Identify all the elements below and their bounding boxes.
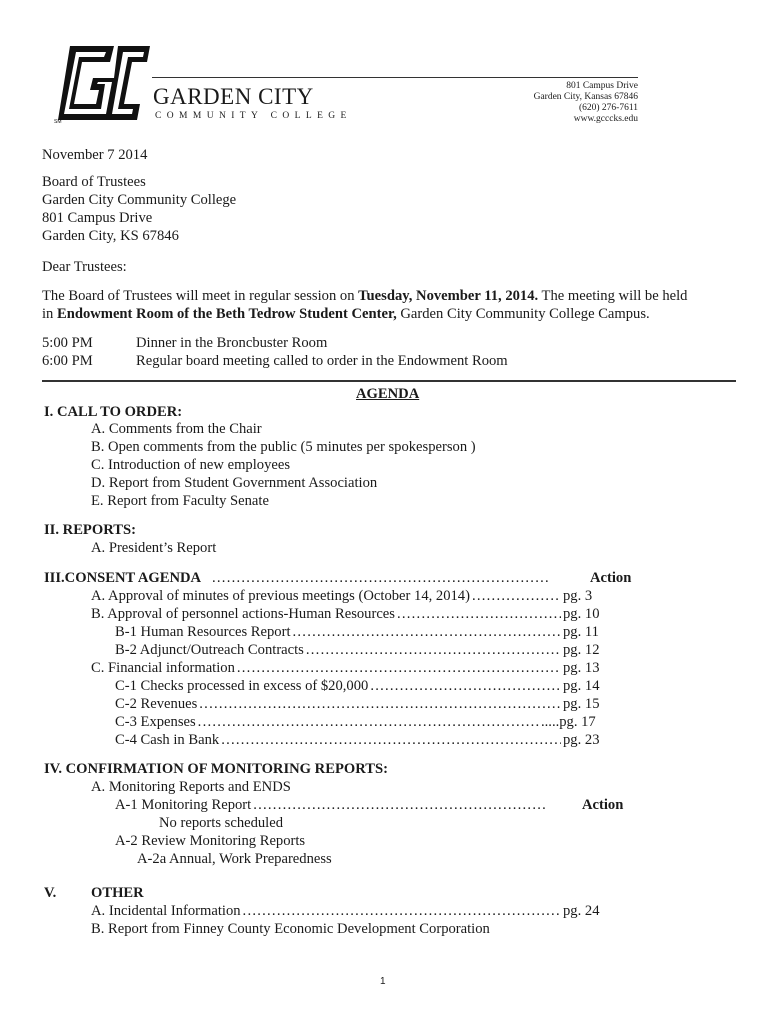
toc-label: C-4 Cash in Bank <box>115 732 220 748</box>
agenda-item: C. Introduction of new employees <box>91 457 290 473</box>
toc-row <box>115 623 561 641</box>
toc-row <box>115 695 561 713</box>
section-call-to-order: I. CALL TO ORDER: <box>44 404 183 420</box>
section-monitoring-reports: IV. CONFIRMATION OF MONITORING REPORTS: <box>44 761 388 777</box>
agenda-item: A-2 Review Monitoring Reports <box>115 833 306 849</box>
toc-label: A. Incidental Information <box>91 903 241 919</box>
address-city: Garden City, Kansas 67846 <box>533 92 638 102</box>
toc-row <box>91 902 561 920</box>
address-street: 801 Campus Drive <box>566 81 638 91</box>
agenda-item: A-2a Annual, Work Preparedness <box>137 851 332 867</box>
schedule-time: 6:00 PM <box>42 353 93 369</box>
toc-page: pg. 3 <box>563 588 593 604</box>
toc-label: C. Financial information <box>91 660 235 676</box>
body-text: Garden City Community College Campus. <box>396 306 650 322</box>
agenda-item: B. Open comments from the public (5 minutes per spokesperson ) <box>91 439 476 455</box>
toc-page: pg. 11 <box>563 624 599 640</box>
toc-page: pg. 15 <box>563 696 600 712</box>
section-reports: II. REPORTS: <box>44 522 136 538</box>
toc-page: .....pg. 17 <box>541 714 596 730</box>
gc-monogram-logo-icon <box>52 42 152 124</box>
recipient-line: Board of Trustees <box>42 174 146 190</box>
address-phone: (620) 276-7611 <box>578 103 638 113</box>
toc-page: pg. 14 <box>563 678 600 694</box>
toc-row <box>115 641 561 659</box>
toc-label: A. Approval of minutes of previous meetings (October 14, 2014) <box>91 588 470 604</box>
agenda-note: No reports scheduled <box>159 815 284 831</box>
action-label: Action <box>582 797 624 813</box>
toc-row <box>115 677 561 695</box>
toc-row <box>115 731 561 749</box>
agenda-item: A. President’s Report <box>91 540 217 556</box>
toc-row <box>91 605 561 623</box>
section-consent-agenda: III.CONSENT AGENDA <box>44 570 202 586</box>
body-text: in <box>42 306 57 322</box>
toc-row <box>115 796 545 814</box>
toc-row <box>115 713 539 731</box>
meeting-location: Endowment Room of the Beth Tedrow Student Center, <box>57 306 397 322</box>
toc-label: B. Approval of personnel actions-Human Resources <box>91 606 395 622</box>
agenda-title: AGENDA <box>356 386 420 402</box>
recipient-line: Garden City Community College <box>42 192 237 208</box>
leader-dots <box>212 569 548 587</box>
svg-text:SM: SM <box>54 119 62 124</box>
schedule-time: 5:00 PM <box>42 335 93 351</box>
toc-label: B-1 Human Resources Report <box>115 624 291 640</box>
toc-label: C-2 Revenues <box>115 696 198 712</box>
recipient-line: 801 Campus Drive <box>42 210 153 226</box>
letter-date: November 7 2014 <box>42 147 148 163</box>
body-text: The Board of Trustees will meet in regular session on <box>42 288 359 304</box>
college-name: GARDEN CITY <box>153 84 314 109</box>
toc-page: pg. 24 <box>563 903 600 919</box>
agenda-divider <box>42 380 736 382</box>
toc-page: pg. 23 <box>563 732 600 748</box>
page-number: 1 <box>380 976 386 987</box>
agenda-item: B. Report from Finney County Economic Development Corporation <box>91 921 490 937</box>
recipient-line: Garden City, KS 67846 <box>42 228 179 244</box>
toc-label: A-1 Monitoring Report <box>115 797 252 813</box>
toc-row <box>91 659 561 677</box>
body-text: The meeting will be held <box>538 288 688 304</box>
agenda-item: A. Monitoring Reports and ENDS <box>91 779 291 795</box>
section-numeral: V. <box>44 885 57 901</box>
toc-label: C-1 Checks processed in excess of $20,000 <box>115 678 369 694</box>
section-other: OTHER <box>91 885 144 901</box>
toc-row <box>91 587 561 605</box>
meeting-date: Tuesday, November 11, 2014. <box>358 288 539 304</box>
body-paragraph-line-2 <box>42 305 650 323</box>
toc-label: C-3 Expenses <box>115 714 196 730</box>
college-subtitle: COMMUNITY COLLEGE <box>155 111 352 121</box>
body-paragraph-line-1 <box>42 287 687 305</box>
salutation: Dear Trustees: <box>42 259 127 275</box>
agenda-item: A. Comments from the Chair <box>91 421 262 437</box>
agenda-item: E. Report from Faculty Senate <box>91 493 269 509</box>
toc-label: B-2 Adjunct/Outreach Contracts <box>115 642 304 658</box>
agenda-item: D. Report from Student Government Association <box>91 475 378 491</box>
toc-page: pg. 10 <box>563 606 600 622</box>
schedule-event: Regular board meeting called to order in the Endowment Room <box>136 353 508 369</box>
toc-page: pg. 13 <box>563 660 600 676</box>
schedule-event: Dinner in the Broncbuster Room <box>136 335 328 351</box>
header-rule <box>152 77 638 78</box>
action-label: Action <box>590 570 632 586</box>
toc-page: pg. 12 <box>563 642 600 658</box>
address-website[interactable]: www.gcccks.edu <box>573 114 638 124</box>
